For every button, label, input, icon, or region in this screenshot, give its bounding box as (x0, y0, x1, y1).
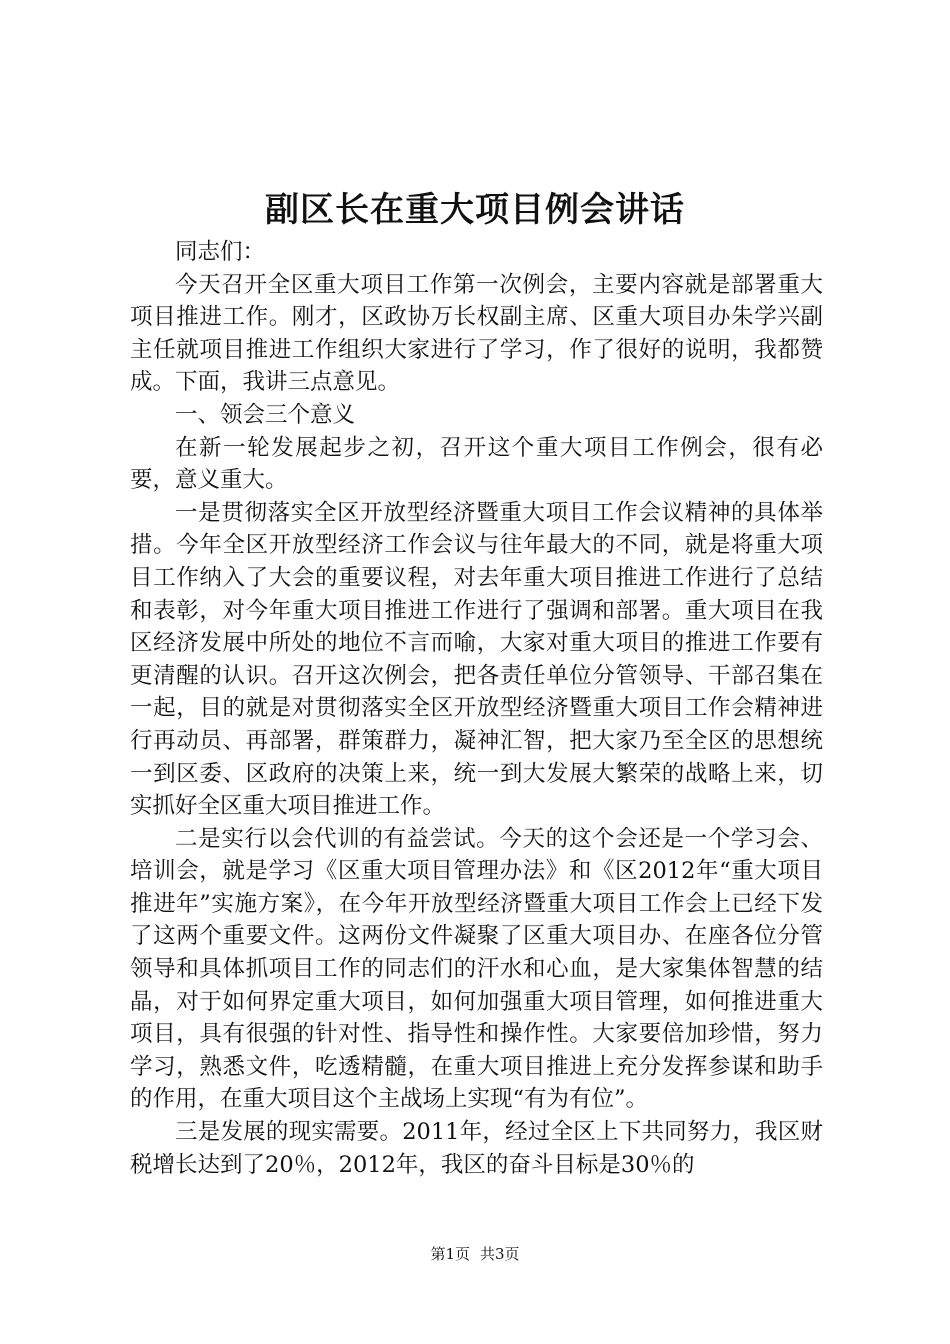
paragraph-point-two: 二是实行以会代训的有益尝试。今天的这个会还是一个学习会、培训会，就是学习《区重大项目管理办法》和《区2012年“重大项目推进年”实施方案》，在今年开放型经济暨重大项目工作会上已经下发了这两个重要文件。这两份文件凝聚了区重大项目办、在座各位分管领导和具体抓项目工作的同志们的汗水和心血，是大家集体智慧的结晶，对于如何界定重大项目，如何加强重大项目管理，如何推进重大项目，具有很强的针对性、指导性和操作性。大家要倍加珍惜，努力学习，熟悉文件，吃透精髓，在重大项目推进上充分发挥参谋和助手的作用，在重大项目这个主战场上实现“有为有位”。 (130, 825, 823, 1113)
page-footer (0, 1244, 950, 1264)
paragraph-point-one: 一是贯彻落实全区开放型经济暨重大项目工作会议精神的具体举措。今年全区开放型经济工作会议与往年最大的不同，就是将重大项目工作纳入了大会的重要议程，对去年重大项目推进工作进行了总结和表彰，对今年重大项目推进工作进行了强调和部署。重大项目在我区经济发展中所处的地位不言而喻，大家对重大项目的推进工作要有更清醒的认识。召开这次例会，把各责任单位分管领导、干部召集在一起，目的就是对贯彻落实全区开放型经济暨重大项目工作会精神进行再动员、再部署，群策群力，凝神汇智，把大家乃至全区的思想统一到区委、区政府的决策上来，统一到大发展大繁荣的战略上来，切实抓好全区重大项目推进工作。 (130, 499, 823, 820)
section-heading: 一、领会三个意义 (175, 401, 356, 428)
document-title: 副区长在重大项目例会讲话 (265, 190, 685, 230)
paragraph-significance: 在新一轮发展起步之初，召开这个重大项目工作例会，很有必要，意义重大。 (130, 434, 823, 494)
document-body (130, 236, 823, 1181)
salutation: 同志们： (175, 239, 266, 265)
paragraph-intro: 今天召开全区重大项目工作第一次例会，主要内容就是部署重大项目推进工作。刚才，区政协万长权副主席、区重大项目办朱学兴副主任就项目推进工作组织大家进行了学习，作了很好的说明，我都赞成。下面，我讲三点意见。 (130, 271, 823, 396)
page-total: 共3页 (480, 1245, 520, 1263)
page-number: 第1页 (430, 1245, 470, 1263)
paragraph-point-three: 三是发展的现实需要。2011年，经过全区上下共同努力，我区财税增长达到了20％，2012年，我区的奋斗目标是30％的 (130, 1119, 823, 1178)
